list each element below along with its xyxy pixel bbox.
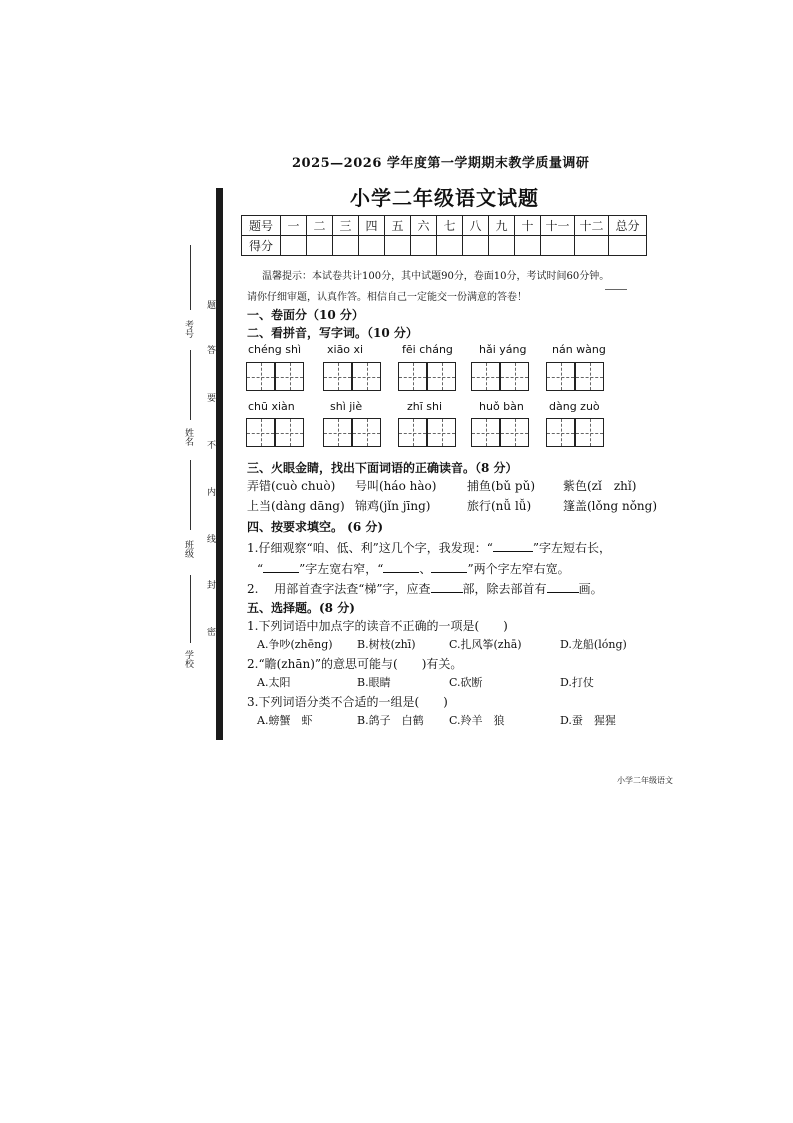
score-table-cell: 六 — [411, 216, 437, 236]
seal-char: 不 — [205, 440, 215, 449]
answer-blank[interactable] — [431, 572, 467, 573]
seal-char: 答 — [205, 345, 215, 354]
choice-option[interactable]: B.鸽子 白鹤 — [357, 714, 424, 727]
reading-choice-item[interactable]: 号叫(háo hào) — [355, 479, 437, 493]
writing-grid-box[interactable] — [352, 362, 381, 391]
score-table-cell: 九 — [489, 216, 515, 236]
answer-blank[interactable] — [431, 592, 463, 593]
score-entry-cell[interactable] — [463, 236, 489, 256]
score-table-cell: 十一 — [541, 216, 575, 236]
binding-bar — [216, 188, 223, 740]
writing-grid-box[interactable] — [546, 362, 575, 391]
score-table-cell: 八 — [463, 216, 489, 236]
score-table-cell: 十 — [515, 216, 541, 236]
writing-grid-box[interactable] — [398, 362, 427, 391]
score-table-cell: 十二 — [575, 216, 609, 236]
writing-grid-box[interactable] — [352, 418, 381, 447]
writing-grid-box[interactable] — [471, 418, 500, 447]
score-table-cell: 七 — [437, 216, 463, 236]
score-entry-cell[interactable] — [333, 236, 359, 256]
footer-note: 小学二年级语文 — [617, 776, 673, 785]
writing-grid-box[interactable] — [246, 362, 275, 391]
field-name-label: 姓名 — [183, 428, 193, 446]
score-table-score-row — [242, 236, 647, 256]
pinyin-prompt: chéng shì — [248, 343, 301, 356]
reading-choice-item[interactable]: 篷盖(lǒng nǒng) — [563, 499, 658, 513]
pinyin-prompt: zhī shi — [407, 400, 443, 413]
writing-grid-box[interactable] — [500, 418, 529, 447]
section-1-title: 一、卷面分（10 分） — [247, 308, 364, 322]
score-entry-cell[interactable] — [575, 236, 609, 256]
field-exam-number-line — [190, 245, 191, 310]
question-text: “ — [257, 562, 264, 576]
choice-option[interactable]: C.扎风筝(zhā) — [449, 638, 522, 651]
score-table — [241, 215, 647, 256]
score-table-cell: 三 — [333, 216, 359, 236]
question-text: ”字左短右长， — [532, 541, 611, 555]
section-4-title: 四、按要求填空。 (6 分) — [247, 520, 384, 534]
pinyin-prompt: huǒ bàn — [479, 400, 524, 413]
choice-option[interactable]: A.争吵(zhēng) — [257, 638, 333, 651]
pinyin-prompt: shì jiè — [330, 400, 363, 413]
section-2-title: 二、看拼音，写字词。（10 分） — [247, 326, 418, 340]
writing-grid-box[interactable] — [323, 362, 352, 391]
choice-question-2: 2.“瞻(zhān)”的意思可能与( )有关。 — [247, 657, 463, 671]
choice-option[interactable]: A.太阳 — [257, 676, 291, 689]
score-table-header-row — [242, 216, 647, 236]
exam-header-line: 2025—2026 学年度第一学期期末教学质量调研 — [292, 156, 590, 171]
field-name-line — [190, 350, 191, 420]
choice-option[interactable]: D.蚕 猩猩 — [560, 714, 616, 727]
score-entry-cell[interactable] — [437, 236, 463, 256]
reading-choice-item[interactable]: 弄错(cuò chuò) — [247, 479, 336, 493]
writing-grid-box[interactable] — [398, 418, 427, 447]
field-school-line — [190, 575, 191, 643]
writing-grid-box[interactable] — [471, 362, 500, 391]
choice-question-1: 1.下列词语中加点字的读音不正确的一项是( ) — [247, 619, 508, 633]
answer-blank[interactable] — [383, 572, 419, 573]
pinyin-prompt: xiāo xi — [327, 343, 364, 356]
seal-char: 内 — [205, 487, 215, 496]
question-text: 1.仔细观察“咱、低、利”这几个字，我发现：“ — [247, 541, 493, 555]
section-3-title: 三、火眼金睛，找出下面词语的正确读音。（8 分） — [247, 461, 518, 475]
seal-char: 要 — [205, 393, 215, 402]
score-table-cell: 二 — [307, 216, 333, 236]
reading-choice-item[interactable]: 紫色(zǐ zhǐ) — [563, 479, 637, 493]
seal-char: 题 — [205, 300, 215, 309]
field-class-label: 班级 — [183, 540, 193, 558]
seal-char: 封 — [205, 580, 215, 589]
fill-question-1-line-2 — [257, 560, 570, 577]
choice-option[interactable]: C.羚羊 狼 — [449, 714, 505, 727]
field-school-label: 学校 — [183, 650, 193, 668]
choice-option[interactable]: A.螃蟹 虾 — [257, 714, 313, 727]
exam-title: 小学二年级语文试题 — [350, 186, 539, 210]
choice-option[interactable]: D.龙船(lóng) — [560, 638, 627, 651]
score-entry-cell[interactable] — [359, 236, 385, 256]
score-entry-cell[interactable] — [609, 236, 647, 256]
score-entry-cell[interactable] — [541, 236, 575, 256]
seal-char: 线 — [205, 534, 215, 543]
reading-choice-item[interactable]: 上当(dàng dāng) — [247, 499, 345, 513]
fill-question-1-line-1 — [247, 539, 611, 556]
answer-blank[interactable] — [263, 572, 299, 573]
score-table-cell: 五 — [385, 216, 411, 236]
question-text: 部，除去部首有 — [462, 582, 547, 596]
divider — [605, 289, 627, 290]
score-entry-cell[interactable] — [515, 236, 541, 256]
reading-choice-item[interactable]: 锦鸡(jǐn jīng) — [355, 499, 431, 513]
writing-grid-box[interactable] — [323, 418, 352, 447]
writing-grid-box[interactable] — [500, 362, 529, 391]
choice-option[interactable]: B.眼睛 — [357, 676, 391, 689]
pinyin-prompt: chū xiàn — [248, 400, 295, 413]
pinyin-prompt: fēi cháng — [402, 343, 453, 356]
question-text: 画。 — [578, 582, 603, 596]
score-entry-cell[interactable] — [307, 236, 333, 256]
score-table-cell: 总分 — [609, 216, 647, 236]
choice-option[interactable]: D.打仗 — [560, 676, 594, 689]
score-table-cell: 得分 — [242, 236, 281, 256]
question-text: ”两个字左窄右宽。 — [467, 562, 570, 576]
reading-choice-item[interactable]: 旅行(nǚ lǚ) — [467, 499, 532, 513]
score-entry-cell[interactable] — [489, 236, 515, 256]
writing-grid-box[interactable] — [546, 418, 575, 447]
writing-grid-box[interactable] — [275, 418, 304, 447]
seal-char: 密 — [205, 627, 215, 636]
writing-grid-box[interactable] — [427, 418, 456, 447]
field-class-line — [190, 460, 191, 530]
tip-line-1: 温馨提示：本试卷共计100分，其中试题90分，卷面10分，考试时间60分钟。 — [262, 271, 610, 282]
pinyin-prompt: nán wàng — [552, 343, 606, 356]
tip-line-2: 请你仔细审题，认真作答。相信自己一定能交一份满意的答卷！ — [247, 292, 527, 303]
choice-option[interactable]: C.砍断 — [449, 676, 483, 689]
fill-question-2 — [247, 580, 603, 597]
score-table-cell: 四 — [359, 216, 385, 236]
writing-grid-box[interactable] — [275, 362, 304, 391]
writing-grid-box[interactable] — [575, 362, 604, 391]
score-entry-cell[interactable] — [411, 236, 437, 256]
reading-choice-item[interactable]: 捕鱼(bǔ pǔ) — [467, 479, 535, 493]
pinyin-prompt: hǎi yáng — [479, 343, 527, 356]
score-entry-cell[interactable] — [385, 236, 411, 256]
field-exam-number-label: 考号 — [183, 320, 193, 338]
question-text: ”字左宽右窄，“ — [299, 562, 384, 576]
score-table-cell: 一 — [281, 216, 307, 236]
question-text: 2. 用部首查字法查“梯”字，应查 — [247, 582, 431, 596]
writing-grid-box[interactable] — [575, 418, 604, 447]
question-text: 、 — [419, 562, 432, 576]
section-5-title: 五、选择题。(8 分) — [247, 601, 355, 615]
writing-grid-box[interactable] — [427, 362, 456, 391]
answer-blank[interactable] — [547, 592, 579, 593]
choice-option[interactable]: B.树枝(zhī) — [357, 638, 416, 651]
pinyin-prompt: dàng zuò — [549, 400, 600, 413]
choice-question-3: 3.下列词语分类不合适的一组是( ) — [247, 695, 448, 709]
score-table-cell: 题号 — [242, 216, 281, 236]
writing-grid-box[interactable] — [246, 418, 275, 447]
score-entry-cell[interactable] — [281, 236, 307, 256]
answer-blank[interactable] — [493, 551, 533, 552]
